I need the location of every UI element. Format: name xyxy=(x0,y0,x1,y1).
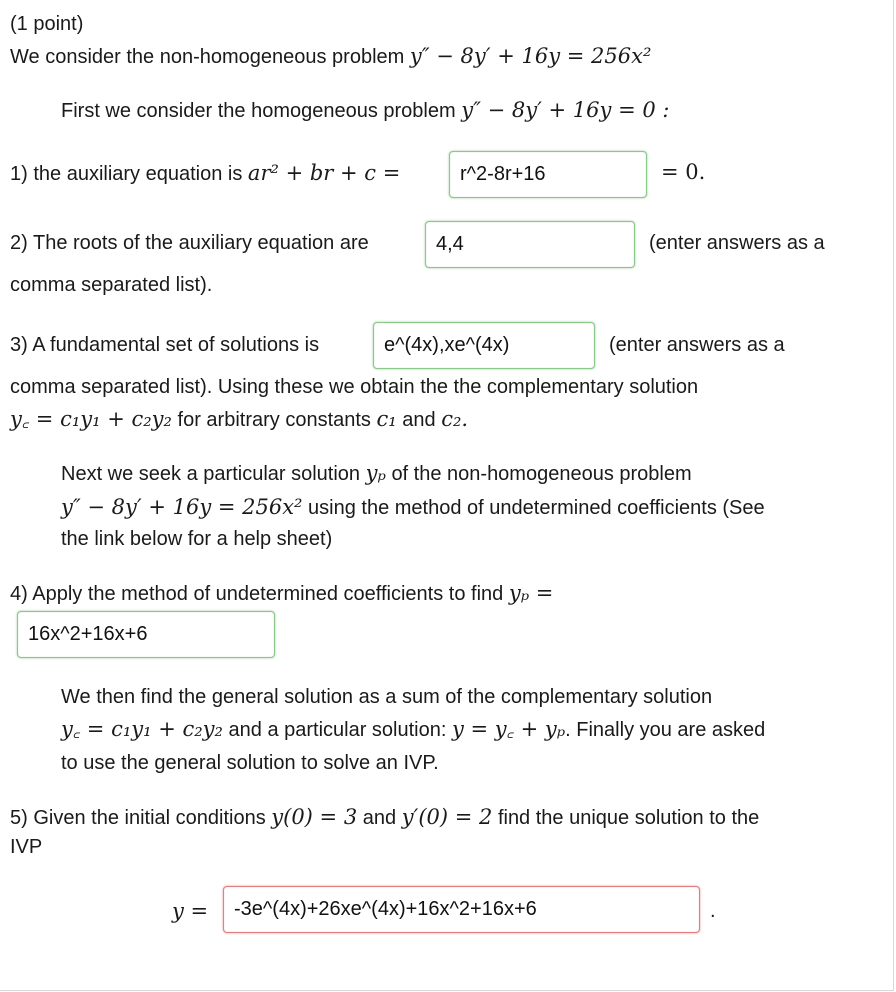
general-y: y = y꜀ + yₚ xyxy=(452,717,566,741)
q3-and: and xyxy=(402,409,436,431)
q5-label: 5) Given the initial conditions xyxy=(10,807,266,829)
general-line3: to use the general solution to solve an IVP. xyxy=(61,752,439,774)
q4-label-line xyxy=(10,581,553,606)
q4-label: 4) Apply the method of undetermined coefficients to find xyxy=(10,583,504,605)
q1-equation: ar² + br + c = xyxy=(247,161,401,185)
particular-equation: y″ − 8y′ + 16y = 256x² xyxy=(61,495,303,519)
general-line1: We then find the general solution as a sum of the complementary solution xyxy=(61,686,713,708)
particular-text1-end: of the non-homogeneous problem xyxy=(391,463,692,485)
q5-cont: IVP xyxy=(10,836,43,858)
homogeneous-line xyxy=(61,98,669,123)
points-label: (1 point) xyxy=(10,13,84,35)
intro-text: We consider the non-homogeneous problem xyxy=(10,46,405,68)
q5-y-equals: y = xyxy=(172,899,209,923)
q3-c2: c₂. xyxy=(441,407,469,431)
q4-answer-input[interactable]: 16x^2+16x+6 xyxy=(17,611,275,658)
q2-label: 2) The roots of the auxiliary equation are xyxy=(10,232,369,254)
q5-ic2: y′(0) = 2 xyxy=(401,805,493,829)
q1-suffix: = 0. xyxy=(661,160,706,184)
q3-c1: c₁ xyxy=(376,407,397,431)
q3-cont: comma separated list). Using these we obtain the the complementary solution xyxy=(10,376,699,398)
q3-hint: (enter answers as a xyxy=(609,334,785,356)
homogeneous-equation: y″ − 8y′ + 16y = 0 : xyxy=(461,98,670,122)
general-end: . Finally you are asked xyxy=(565,719,766,741)
q3-yc-equation: y꜀ = c₁y₁ + c₂y₂ xyxy=(10,407,172,431)
q5-line1 xyxy=(10,805,759,830)
particular-line1 xyxy=(61,461,692,486)
general-yc: y꜀ = c₁y₁ + c₂y₂ xyxy=(61,717,223,741)
q3-yc-text: for arbitrary constants xyxy=(177,409,371,431)
q1-answer-input[interactable]: r^2-8r+16 xyxy=(449,151,647,198)
q3-label: 3) A fundamental set of solutions is xyxy=(10,334,320,356)
q1-label-line xyxy=(10,161,400,186)
q3-answer-input[interactable]: e^(4x),xe^(4x) xyxy=(373,322,595,369)
particular-line2 xyxy=(61,495,765,520)
particular-yp: yₚ xyxy=(365,461,386,485)
q5-period: . xyxy=(710,900,716,922)
q2-answer-input[interactable]: 4,4 xyxy=(425,221,635,268)
particular-text2-end: using the method of undetermined coefficients (See xyxy=(308,497,765,519)
particular-line3: the link below for a help sheet) xyxy=(61,528,333,550)
q2-hint: (enter answers as a xyxy=(649,232,825,254)
q4-equation: yₚ = xyxy=(508,581,554,605)
q2-hint-cont: comma separated list). xyxy=(10,274,213,296)
q5-and: and xyxy=(362,807,397,829)
q1-label: 1) the auxiliary equation is xyxy=(10,163,243,185)
q5-end: find the unique solution to the xyxy=(497,807,760,829)
intro-line xyxy=(10,44,651,69)
q5-answer-input[interactable]: -3e^(4x)+26xe^(4x)+16x^2+16x+6 xyxy=(223,886,700,933)
general-mid: and a particular solution: xyxy=(228,719,447,741)
intro-equation: y″ − 8y′ + 16y = 256x² xyxy=(409,44,652,68)
homogeneous-text: First we consider the homogeneous problem xyxy=(61,100,456,122)
q3-yc-line xyxy=(10,407,468,432)
q5-ic1: y(0) = 3 xyxy=(271,805,358,829)
general-line2 xyxy=(61,717,765,742)
particular-text1: Next we seek a particular solution xyxy=(61,463,361,485)
